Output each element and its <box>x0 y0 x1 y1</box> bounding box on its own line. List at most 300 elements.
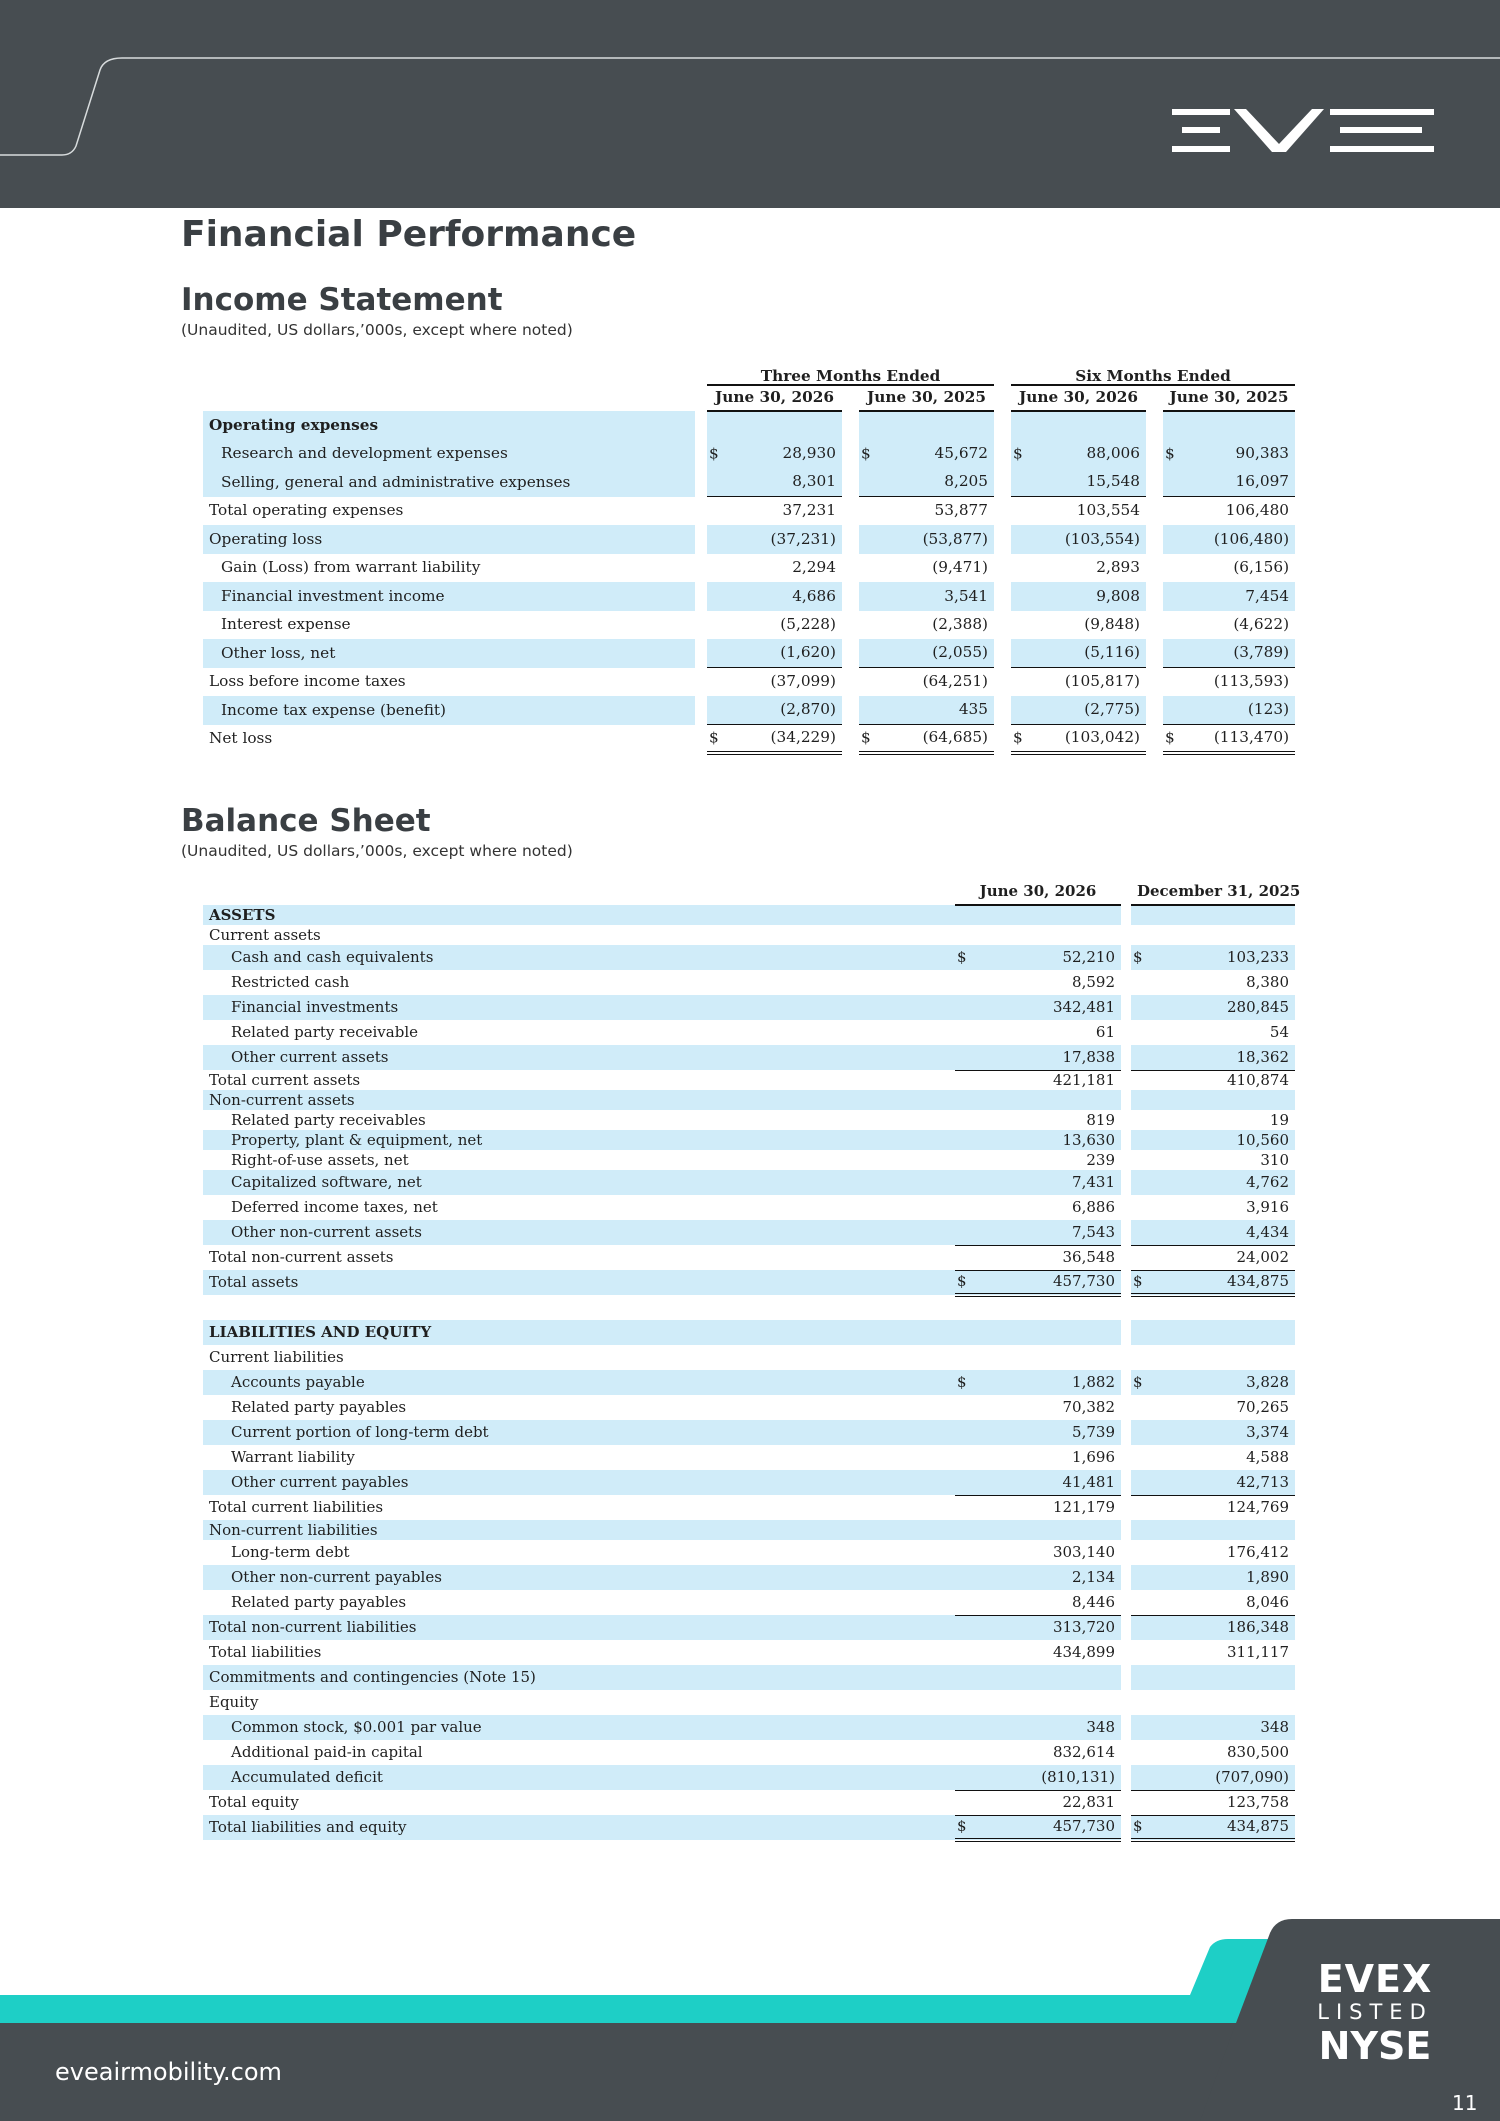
value-cell <box>1163 411 1295 440</box>
value-cell: 410,874 <box>1145 1070 1295 1090</box>
table-row <box>203 1130 1295 1150</box>
amount: (53,877) <box>922 529 989 548</box>
table-row <box>203 1345 1295 1370</box>
value-cell: 17,838 <box>969 1045 1121 1070</box>
row-label: Equity <box>209 1693 259 1711</box>
table-row <box>203 1320 1295 1345</box>
table-row <box>203 1740 1295 1765</box>
value-cell <box>859 696 994 725</box>
spacer-cell <box>842 611 859 640</box>
value-cell <box>1011 440 1146 469</box>
spacer-cell <box>994 696 1011 725</box>
currency-cell <box>955 1665 969 1690</box>
amount: (105,817) <box>1064 672 1141 691</box>
table-row <box>203 1045 1295 1070</box>
amount: (34,229) <box>770 728 836 747</box>
table-row <box>203 411 1295 440</box>
currency-cell <box>955 1470 969 1495</box>
amount: (6,156) <box>1233 558 1290 577</box>
header-decoration <box>0 0 1500 208</box>
value-cell <box>859 725 994 754</box>
value-cell <box>1163 696 1295 725</box>
spacer-cell <box>695 668 707 697</box>
value-cell: 70,382 <box>1062 1398 1115 1416</box>
spacer-cell <box>695 639 707 668</box>
row-label: ASSETS <box>203 905 955 925</box>
spacer-cell <box>1121 1615 1131 1640</box>
value-cell: 4,434 <box>1145 1220 1295 1245</box>
amount: 88,006 <box>1086 444 1141 463</box>
value-cell: 19 <box>1269 1110 1290 1129</box>
column-header: December 31, 2025 <box>1131 879 1295 905</box>
value-cell <box>1163 582 1295 611</box>
currency-symbol: $ <box>861 728 871 747</box>
spacer-cell <box>1121 1370 1131 1395</box>
value-cell <box>859 639 994 668</box>
spacer-cell <box>842 411 859 440</box>
table-row <box>203 725 1295 754</box>
spacer-cell <box>994 411 1011 440</box>
currency-cell <box>955 1090 969 1110</box>
spacer-cell <box>695 696 707 725</box>
row-label: Total non-current assets <box>209 1248 394 1266</box>
currency-cell <box>1131 1715 1145 1740</box>
spacer-cell <box>1146 725 1163 754</box>
value-cell: 13,630 <box>969 1130 1121 1150</box>
value-cell: 303,140 <box>1052 1543 1115 1561</box>
value-cell: 124,769 <box>1145 1495 1295 1520</box>
currency-cell <box>1131 1445 1145 1470</box>
amount: (9,471) <box>932 558 989 577</box>
table-row <box>203 1070 1295 1090</box>
table-row <box>203 1615 1295 1640</box>
group-header-three-months: Three Months Ended <box>707 359 994 385</box>
row-label: Interest expense <box>221 615 351 634</box>
value-cell <box>1163 554 1295 583</box>
spacer-cell <box>695 525 707 554</box>
currency-cell <box>1131 1420 1145 1445</box>
currency-cell <box>955 1565 969 1590</box>
currency-cell <box>955 1590 969 1615</box>
table-row <box>203 1765 1295 1790</box>
value-cell: 4,762 <box>1145 1170 1295 1195</box>
value-cell: 176,412 <box>1226 1543 1290 1561</box>
spacer-cell <box>695 411 707 440</box>
spacer-cell <box>1121 970 1131 995</box>
currency-cell <box>955 970 969 995</box>
value-cell: 4,588 <box>1246 1448 1290 1466</box>
value-cell: 103,233 <box>1145 945 1295 970</box>
group-header-six-months: Six Months Ended <box>1011 359 1295 385</box>
table-row <box>203 1540 1295 1565</box>
page-header <box>0 0 1500 208</box>
value-cell <box>859 468 994 497</box>
spacer-cell <box>1146 611 1163 640</box>
currency-cell <box>1131 1495 1145 1520</box>
value-cell <box>859 497 994 526</box>
currency-cell <box>1131 1520 1145 1540</box>
amount: (64,685) <box>922 728 989 747</box>
row-label: Related party receivable <box>231 1023 418 1041</box>
table-row <box>203 1370 1295 1395</box>
row-label: Right-of-use assets, net <box>231 1150 409 1169</box>
currency-cell <box>1131 1090 1145 1110</box>
value-cell <box>1163 525 1295 554</box>
value-cell <box>707 468 842 497</box>
row-label: Total non-current liabilities <box>203 1615 955 1640</box>
value-cell: 8,380 <box>1246 973 1290 991</box>
currency-cell <box>955 1245 969 1270</box>
balance-sheet-title: Balance Sheet <box>181 803 431 839</box>
currency-cell <box>1131 1690 1145 1715</box>
column-header: June 30, 2025 <box>1163 385 1295 411</box>
currency-cell: $ <box>955 1815 969 1840</box>
table-row <box>203 1195 1295 1220</box>
value-cell <box>707 525 842 554</box>
currency-cell <box>955 1640 969 1665</box>
currency-cell <box>955 1195 969 1220</box>
value-cell <box>1163 440 1295 469</box>
badge-exchange: NYSE <box>1318 2024 1432 2068</box>
currency-cell <box>1131 1110 1145 1130</box>
table-row <box>203 1495 1295 1520</box>
value-cell <box>969 925 1121 945</box>
currency-cell <box>1131 1130 1145 1150</box>
value-cell: 24,002 <box>1145 1245 1295 1270</box>
value-cell <box>1145 1090 1295 1110</box>
currency-cell <box>1131 1245 1145 1270</box>
table-row <box>203 1150 1295 1170</box>
currency-cell <box>1131 905 1145 925</box>
row-label: Income tax expense (benefit) <box>203 696 695 725</box>
currency-cell <box>955 1170 969 1195</box>
spacer-cell <box>994 525 1011 554</box>
amount: (2,388) <box>932 615 989 634</box>
row-label: Restricted cash <box>231 973 350 991</box>
amount: (4,622) <box>1233 615 1290 634</box>
table-row <box>203 1815 1295 1840</box>
table-row <box>203 970 1295 995</box>
table-row <box>203 1020 1295 1045</box>
currency-cell <box>955 1520 969 1540</box>
value-cell <box>707 411 842 440</box>
amount: 45,672 <box>934 444 989 463</box>
value-cell <box>1011 497 1146 526</box>
currency-cell: $ <box>1131 1815 1145 1840</box>
value-cell <box>1145 925 1295 945</box>
value-cell: 832,614 <box>1052 1743 1115 1761</box>
amount: 7,454 <box>1245 586 1290 605</box>
value-cell <box>969 1295 1121 1320</box>
value-cell: 36,548 <box>969 1245 1121 1270</box>
currency-cell <box>955 1615 969 1640</box>
currency-cell: $ <box>1131 1370 1145 1395</box>
row-label: Net loss <box>209 729 273 748</box>
spacer-cell <box>1121 1195 1131 1220</box>
currency-cell <box>955 1765 969 1790</box>
balance-sheet-subtitle: (Unaudited, US dollars,’000s, except where noted) <box>181 842 573 860</box>
spacer-cell <box>1121 1765 1131 1790</box>
currency-cell: $ <box>1131 945 1145 970</box>
amount: 8,301 <box>792 472 836 491</box>
value-cell: 421,181 <box>969 1070 1121 1090</box>
currency-cell <box>1131 1640 1145 1665</box>
currency-cell <box>1131 1765 1145 1790</box>
currency-symbol: $ <box>1165 728 1175 747</box>
spacer-cell <box>994 611 1011 640</box>
value-cell: (810,131) <box>969 1765 1121 1790</box>
currency-cell: $ <box>1131 1270 1145 1295</box>
spacer-cell <box>1121 1590 1131 1615</box>
currency-cell <box>955 925 969 945</box>
spacer-cell <box>994 725 1011 754</box>
amount: (106,480) <box>1213 529 1290 548</box>
currency-cell <box>1131 1045 1145 1070</box>
column-header: June 30, 2026 <box>1011 385 1146 411</box>
value-cell <box>969 1320 1121 1345</box>
table-row <box>203 925 1295 945</box>
amount: 103,554 <box>1076 501 1141 520</box>
value-cell <box>707 639 842 668</box>
amount: (37,099) <box>770 672 836 691</box>
value-cell: 434,875 <box>1145 1270 1295 1295</box>
value-cell <box>859 440 994 469</box>
badge-listed: LISTED <box>1317 2000 1433 2024</box>
value-cell <box>969 1090 1121 1110</box>
value-cell: 61 <box>1095 1023 1115 1041</box>
spacer-cell <box>695 497 707 526</box>
value-cell <box>1011 668 1146 697</box>
value-cell <box>859 582 994 611</box>
currency-cell <box>955 1045 969 1070</box>
value-cell <box>1163 611 1295 640</box>
currency-cell <box>955 1345 969 1370</box>
value-cell <box>1163 668 1295 697</box>
table-row <box>203 1690 1295 1715</box>
row-label: LIABILITIES AND EQUITY <box>203 1320 955 1345</box>
row-label: Non-current assets <box>203 1090 955 1110</box>
value-cell <box>1011 468 1146 497</box>
table-row <box>203 1170 1295 1195</box>
value-cell <box>1011 696 1146 725</box>
row-label: Additional paid-in capital <box>231 1743 423 1761</box>
currency-symbol: $ <box>1165 444 1175 463</box>
table-row <box>203 1590 1295 1615</box>
value-cell: 8,592 <box>1072 973 1115 991</box>
amount: (37,231) <box>770 529 836 548</box>
table-row <box>203 696 1295 725</box>
amount: (64,251) <box>922 672 989 691</box>
currency-cell <box>1131 1020 1145 1045</box>
row-label: Operating expenses <box>203 411 695 440</box>
row-label: Loss before income taxes <box>209 672 406 691</box>
spacer-cell <box>842 668 859 697</box>
value-cell: (707,090) <box>1145 1765 1295 1790</box>
value-cell: 342,481 <box>969 995 1121 1020</box>
value-cell: 70,265 <box>1236 1398 1290 1416</box>
value-cell <box>1011 639 1146 668</box>
spacer-cell <box>994 497 1011 526</box>
currency-cell <box>955 1540 969 1565</box>
table-row <box>203 1520 1295 1540</box>
spacer-cell <box>842 554 859 583</box>
value-cell: 22,831 <box>969 1790 1121 1815</box>
spacer-cell <box>1121 1395 1131 1420</box>
currency-cell <box>1131 1195 1145 1220</box>
value-cell: 3,916 <box>1246 1198 1290 1216</box>
amount: 8,205 <box>944 472 989 491</box>
spacer-cell <box>1121 905 1131 925</box>
spacer-cell <box>1121 1245 1131 1270</box>
currency-cell <box>1131 1790 1145 1815</box>
value-cell: 239 <box>1086 1150 1115 1169</box>
value-cell: 310 <box>1260 1150 1290 1169</box>
spacer-cell <box>1121 1320 1131 1345</box>
row-label: Common stock, $0.001 par value <box>203 1715 955 1740</box>
spacer-cell <box>994 582 1011 611</box>
value-cell: 311,117 <box>1226 1643 1290 1661</box>
value-cell: 10,560 <box>1145 1130 1295 1150</box>
website-link[interactable]: eveairmobility.com <box>55 2058 282 2086</box>
currency-cell <box>955 1320 969 1345</box>
spacer-cell <box>1146 696 1163 725</box>
row-label: Related party receivables <box>231 1110 426 1129</box>
currency-cell <box>1131 925 1145 945</box>
row-label: Property, plant & equipment, net <box>203 1130 955 1150</box>
amount: (103,042) <box>1064 728 1141 747</box>
value-cell: 457,730 <box>969 1270 1121 1295</box>
value-cell <box>1145 1665 1295 1690</box>
value-cell: 5,739 <box>969 1420 1121 1445</box>
value-cell <box>859 611 994 640</box>
currency-symbol: $ <box>1013 444 1023 463</box>
row-label: Commitments and contingencies (Note 15) <box>203 1665 955 1690</box>
value-cell <box>1011 554 1146 583</box>
table-row <box>203 1445 1295 1470</box>
spacer-cell <box>994 440 1011 469</box>
row-label: Total liabilities and equity <box>203 1815 955 1840</box>
spacer-cell <box>1121 1070 1131 1090</box>
value-cell <box>859 554 994 583</box>
spacer-cell <box>1121 1020 1131 1045</box>
value-cell: 42,713 <box>1145 1470 1295 1495</box>
spacer-cell <box>695 468 707 497</box>
value-cell: 1,890 <box>1145 1565 1295 1590</box>
spacer-cell <box>842 725 859 754</box>
table-row <box>203 1245 1295 1270</box>
spacer-cell <box>842 639 859 668</box>
footer-decoration <box>0 1915 1500 2121</box>
currency-cell <box>955 1070 969 1090</box>
value-cell: 457,730 <box>969 1815 1121 1840</box>
amount: 106,480 <box>1225 501 1290 520</box>
amount: (3,789) <box>1233 643 1290 662</box>
row-label: Other loss, net <box>203 639 695 668</box>
value-cell <box>1163 639 1295 668</box>
row-label: Total liabilities <box>209 1643 322 1661</box>
spacer-cell <box>1121 1150 1131 1170</box>
row-label: Deferred income taxes, net <box>231 1198 438 1216</box>
spacer-cell <box>1121 995 1131 1020</box>
value-cell <box>969 1690 1121 1715</box>
amount: 16,097 <box>1235 472 1290 491</box>
currency-cell <box>955 1420 969 1445</box>
spacer-cell <box>695 725 707 754</box>
row-label: Research and development expenses <box>203 440 695 469</box>
table-row <box>203 668 1295 697</box>
table-row <box>203 1420 1295 1445</box>
value-cell: 280,845 <box>1145 995 1295 1020</box>
currency-cell <box>1131 1395 1145 1420</box>
value-cell: 121,179 <box>969 1495 1121 1520</box>
value-cell <box>1145 1345 1295 1370</box>
value-cell <box>707 497 842 526</box>
value-cell <box>859 668 994 697</box>
table-row <box>203 440 1295 469</box>
value-cell: 830,500 <box>1226 1743 1290 1761</box>
table-row <box>203 1395 1295 1420</box>
value-cell <box>1145 1520 1295 1540</box>
currency-cell <box>1131 995 1145 1020</box>
spacer-cell <box>1121 925 1131 945</box>
table-row <box>203 639 1295 668</box>
value-cell <box>1163 725 1295 754</box>
value-cell: 54 <box>1269 1023 1290 1041</box>
currency-cell <box>955 1690 969 1715</box>
row-label <box>203 1295 955 1320</box>
value-cell <box>859 411 994 440</box>
spacer-cell <box>1146 440 1163 469</box>
spacer-cell <box>1146 554 1163 583</box>
spacer-cell <box>1121 1740 1131 1765</box>
value-cell <box>859 525 994 554</box>
row-label: Total current assets <box>209 1070 361 1089</box>
value-cell: 7,543 <box>969 1220 1121 1245</box>
table-row <box>203 468 1295 497</box>
amount: 3,541 <box>944 586 989 605</box>
page-title: Financial Performance <box>181 214 637 255</box>
currency-cell <box>1131 1345 1145 1370</box>
row-label: Cash and cash equivalents <box>203 945 955 970</box>
row-label: Financial investments <box>203 995 955 1020</box>
currency-cell <box>955 1790 969 1815</box>
currency-cell <box>955 1395 969 1420</box>
currency-cell <box>1131 1470 1145 1495</box>
value-cell: 348 <box>1145 1715 1295 1740</box>
row-label: Related party payables <box>231 1593 407 1611</box>
value-cell: 313,720 <box>969 1615 1121 1640</box>
value-cell <box>707 440 842 469</box>
currency-cell <box>955 1110 969 1130</box>
row-label: Other current payables <box>203 1470 955 1495</box>
spacer-cell <box>1121 945 1131 970</box>
currency-cell <box>955 1020 969 1045</box>
value-cell: 7,431 <box>969 1170 1121 1195</box>
value-cell: 123,758 <box>1145 1790 1295 1815</box>
currency-cell <box>955 1495 969 1520</box>
table-row <box>203 905 1295 925</box>
amount: 37,231 <box>782 501 836 520</box>
spacer-cell <box>1121 1270 1131 1295</box>
row-label: Related party payables <box>231 1398 407 1416</box>
amount: (9,848) <box>1084 615 1141 634</box>
currency-symbol: $ <box>709 728 719 747</box>
amount: 15,548 <box>1086 472 1141 491</box>
value-cell <box>1145 1690 1295 1715</box>
value-cell <box>707 696 842 725</box>
currency-cell: $ <box>955 1270 969 1295</box>
currency-symbol: $ <box>861 444 871 463</box>
